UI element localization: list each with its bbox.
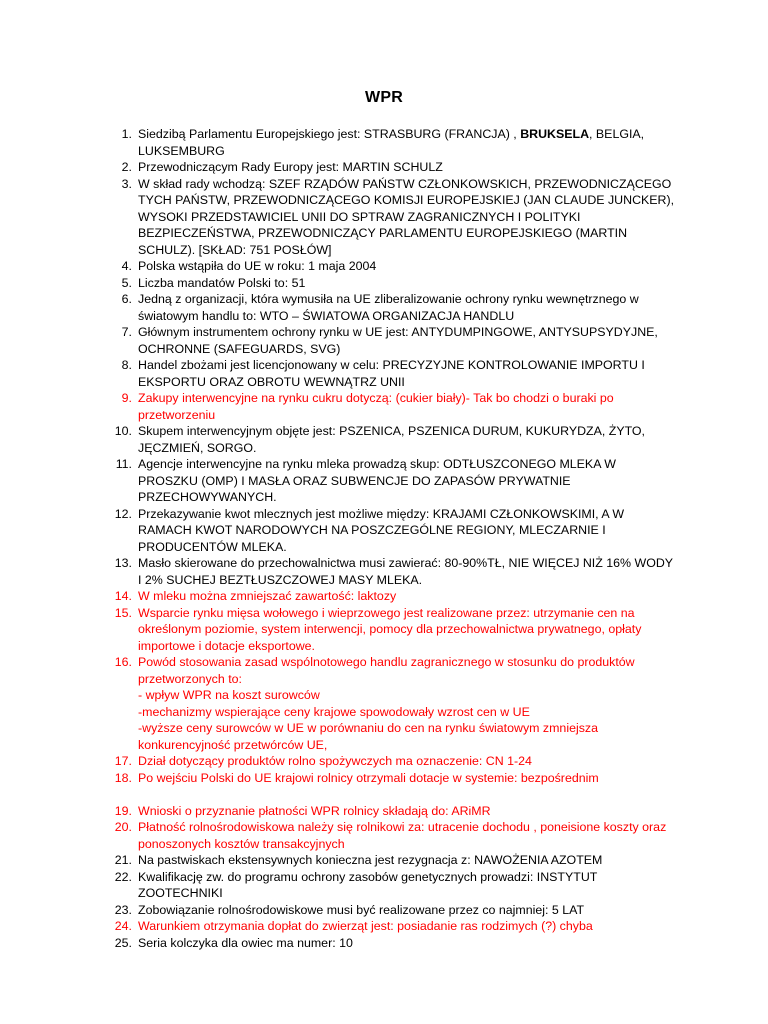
item-text: Seria kolczyka dla owiec ma numer: 10 <box>138 935 353 950</box>
item-text: Skupem interwencyjnym objęte jest: PSZENICA, PSZENICA DURUM, KUKURYDZA, ŻYTO, JĘCZMIEŃ, SORGO. <box>138 424 646 455</box>
item-text: Przewodniczącym Rady Europy jest: MARTIN SCHULZ <box>138 160 443 174</box>
item-text: W mleku można zmniejszać zawartość: laktozy <box>138 589 397 603</box>
item-text: Zobowiązanie rolnośrodowiskowe musi być realizowane przez co najmniej: 5 LAT <box>138 902 585 917</box>
list-item-12 <box>108 506 678 556</box>
item-text: Zakupy interwencyjne na rynku cukru dotyczą: (cukier biały)- Tak bo chodzi o buraki po przetworzeniu <box>138 391 614 422</box>
item-number: 9. <box>121 391 132 405</box>
item-text: Przekazywanie kwot mlecznych jest możliwe między: KRAJAMI CZŁONKOWSKIMI, A W RAMACH KWOT NARODOWYCH NA POSZCZEGÓLNE REGIONY, MLECZARNIE I PRODUCENTÓW MLEKA. <box>138 506 625 554</box>
item-text: Jedną z organizacji, która wymusiła na UE zliberalizowanie ochrony rynku wewnętrznego w światowym handlu to: WTO – ŚWIATOWA ORGANIZACJA HANDLU <box>138 292 639 323</box>
item-text: Płatność rolnośrodowiskowa należy się rolnikowi za: utracenie dochodu , poneisione koszty oraz ponoszonych kosztów transakcyjnych <box>138 820 667 851</box>
item-number: 22. <box>114 869 132 884</box>
item-number: 7. <box>121 325 132 339</box>
list-item-21 <box>108 852 678 869</box>
item-number: 3. <box>121 176 132 191</box>
item-text <box>138 654 678 753</box>
item-text: Kwalifikację zw. do programu ochrony zasobów genetycznych prowadzi: INSTYTUT ZOOTECHNIKI <box>138 869 598 900</box>
item-text-bold: BRUKSELA <box>520 127 590 141</box>
list-item-6 <box>108 291 678 324</box>
list-item-7 <box>108 324 678 357</box>
item-text-line: -mechanizmy wspierające ceny krajowe spowodowały wzrost cen w UE <box>138 704 530 719</box>
item-number: 16. <box>114 655 132 669</box>
item-number: 20. <box>114 820 132 834</box>
item-text: Wnioski o przyznanie płatności WPR rolnicy składają do: ARiMR <box>138 803 491 818</box>
item-text: Głównym instrumentem ochrony rynku w UE jest: ANTYDUMPINGOWE, ANTYSUPSYDYJNE, OCHRONNE (SAFEGUARDS, SVG) <box>138 325 658 356</box>
item-number: 11. <box>115 457 132 471</box>
item-number: 13. <box>114 556 132 570</box>
item-text: Na pastwiskach ekstensywnych konieczna jest rezygnacja z: NAWOŻENIA AZOTEM <box>138 853 603 867</box>
list-item-11 <box>108 456 678 506</box>
question-list <box>108 126 678 951</box>
item-text-part: Siedzibą Parlamentu Europejskiego jest: STRASBURG (FRANCJA) , <box>138 127 521 141</box>
item-number: 8. <box>121 358 132 372</box>
list-item-3 <box>108 176 678 259</box>
document-title: WPR <box>365 89 403 106</box>
list-item-18 <box>108 770 678 787</box>
item-number: 21. <box>114 853 132 867</box>
item-text: Liczba mandatów Polski to: 51 <box>138 275 306 290</box>
list-item-13 <box>108 555 678 588</box>
item-number: 6. <box>121 292 132 306</box>
item-text: Wsparcie rynku mięsa wołowego i wieprzowego jest realizowane przez: utrzymanie cen na określonym poziomie, system interwencji, pomocy dla przechowalnictwa prywatnego, opłaty importowe i dotacje eksportowe. <box>138 605 642 653</box>
item-number: 1. <box>121 127 132 141</box>
list-item-25 <box>108 935 678 952</box>
item-number: 17. <box>114 754 132 768</box>
item-number: 25. <box>114 935 132 950</box>
list-item-9 <box>108 390 678 423</box>
item-number: 24. <box>114 919 132 933</box>
item-text: Warunkiem otrzymania dopłat do zwierząt jest: posiadanie ras rodzimych (?) chyba <box>138 919 593 933</box>
item-text-line: - wpływ WPR na koszt surowców <box>138 688 320 702</box>
item-number: 14. <box>114 589 132 603</box>
item-number: 5. <box>121 275 132 290</box>
item-number: 18. <box>114 770 132 785</box>
list-item-8 <box>108 357 678 390</box>
list-item-15 <box>108 605 678 655</box>
item-text: W skład rady wchodzą: SZEF RZĄDÓW PAŃSTW CZŁONKOWSKICH, PRZEWODNICZĄCEGO TYCH PAŃSTW, PRZEWODNICZĄCEGO KOMISJI EUROPEJSKIEJ (JAN CLAUDE JUNCKER), WYSOKI PRZEDSTAWICIEL UNII DO SPTRAW ZAGRANICZNYCH I POLITYKI BEZPIECZEŃSTWA, PRZEWODNICZĄCY PARLAMENTU EUROPEJSKIEGO (MARTIN SCHULZ). [SKŁAD: 751 POSŁÓW] <box>138 176 675 257</box>
list-item-17 <box>108 753 678 770</box>
list-item-4 <box>108 258 678 275</box>
list-item-1 <box>108 126 678 159</box>
item-number: 10. <box>114 424 132 438</box>
list-item-23 <box>108 902 678 919</box>
list-item-22 <box>108 869 678 902</box>
list-item-10 <box>108 423 678 456</box>
item-number: 15. <box>114 605 132 620</box>
item-text: Masło skierowane do przechowalnictwa musi zawierać: 80-90%TŁ, NIE WIĘCEJ NIŻ 16% WODY I 2% SUCHEJ BEZTŁUSZCZOWEJ MASY MLEKA. <box>138 556 673 587</box>
list-item-16 <box>108 654 678 753</box>
list-item-20 <box>108 819 678 852</box>
item-number: 12. <box>114 506 132 521</box>
item-text-part: , BELGIA, LUKSEMBURG <box>138 127 645 158</box>
list-item-2 <box>108 159 678 176</box>
item-text <box>138 126 678 159</box>
item-number: 23. <box>114 902 132 917</box>
item-text: Po wejściu Polski do UE krajowi rolnicy otrzymali dotacje w systemie: bezpośrednim <box>138 770 599 785</box>
item-number: 4. <box>121 259 132 273</box>
item-text: Agencje interwencyjne na rynku mleka prowadzą skup: ODTŁUSZCONEGO MLEKA W PROSZKU (OMP) I MASŁA ORAZ SUBWENCJE DO ZAPASÓW PRYWATNIE PRZECHOWYWANYCH. <box>138 457 616 504</box>
item-text: Dział dotyczący produktów rolno spożywczych ma oznaczenie: CN 1-24 <box>138 754 532 768</box>
item-text-line: Powód stosowania zasad wspólnotowego handlu zagranicznego w stosunku do produktów przetworzonych to: <box>138 655 635 686</box>
item-text: Handel zbożami jest licencjonowany w celu: PRECYZYJNE KONTROLOWANIE IMPORTU I EKSPORTU ORAZ OBROTU WEWNĄTRZ UNII <box>138 358 645 389</box>
list-item-19 <box>108 803 678 820</box>
item-number: 2. <box>121 160 132 174</box>
list-item-5 <box>108 275 678 292</box>
item-text-line: -wyższe ceny surowców w UE w porównaniu do cen na rynku światowym zmniejsza konkurencyjność przetwórców UE, <box>138 721 599 752</box>
item-text: Polska wstąpiła do UE w roku: 1 maja 2004 <box>138 259 377 273</box>
item-number: 19. <box>114 803 132 818</box>
list-item-24 <box>108 918 678 935</box>
list-item-14 <box>108 588 678 605</box>
